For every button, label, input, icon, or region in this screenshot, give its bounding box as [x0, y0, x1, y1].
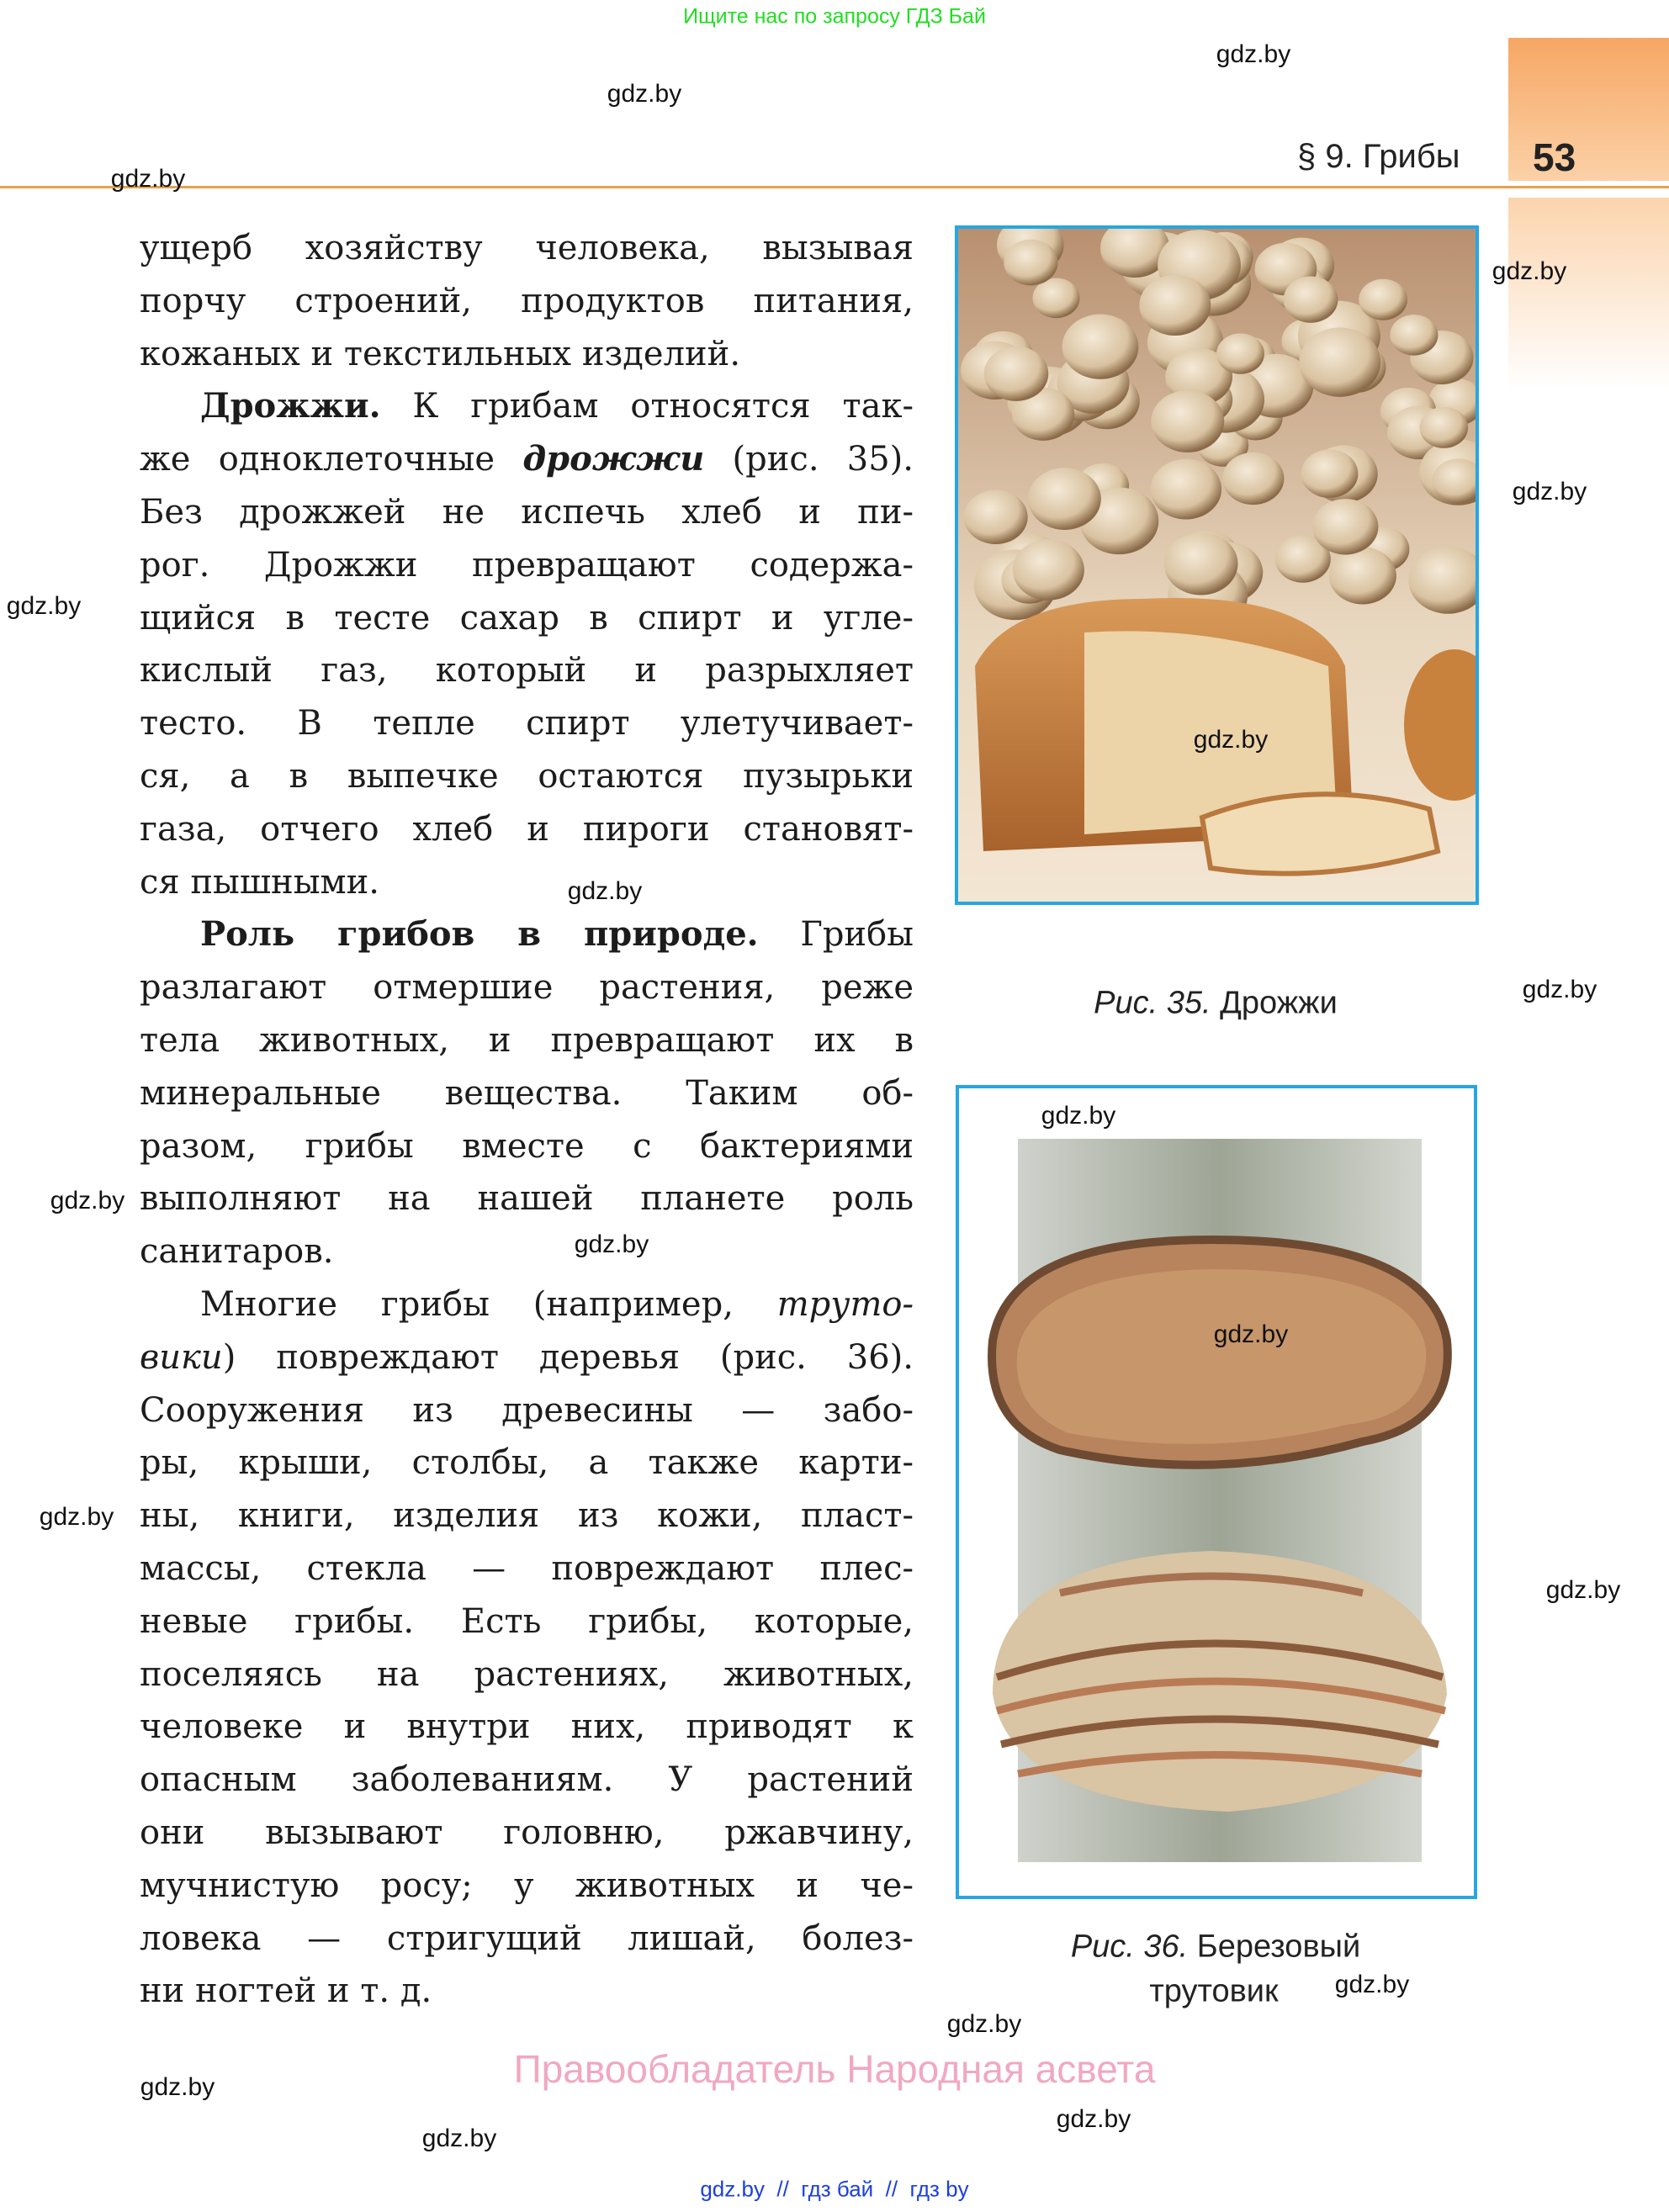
text-segment: санитаров.	[140, 1232, 334, 1272]
birch-polypore-illustration	[959, 1088, 1474, 1896]
text-segment: кислый газ, который и разрыхляет	[140, 651, 914, 691]
yeast-cell	[1139, 275, 1211, 336]
yeast-cell	[1329, 548, 1396, 605]
text-segment: К грибам относятся так-	[380, 387, 914, 426]
watermark: gdz.by	[1041, 1102, 1116, 1130]
text-line	[140, 856, 914, 909]
figure-label: Рис. 35.	[1094, 985, 1211, 1021]
emphasized-text: дрожжи	[522, 439, 705, 479]
text-line	[140, 697, 914, 750]
yeast-cell	[1004, 240, 1057, 286]
watermark: gdz.by	[1334, 1971, 1410, 1998]
yeast-cell	[964, 490, 1028, 544]
text-segment: тела животных, и превращают их в	[140, 1020, 914, 1060]
yeast-cell	[1164, 532, 1238, 595]
emphasized-text: труто-	[776, 1284, 914, 1324]
yeast-cell	[1301, 449, 1359, 498]
text-line	[140, 1014, 914, 1067]
text-segment: ущерб хозяйству человека, вызывая	[140, 229, 914, 267]
yeast-cell	[1359, 279, 1407, 320]
text-line	[140, 486, 914, 539]
page-tab-fade	[1508, 198, 1669, 391]
watermark: gdz.by	[140, 2073, 215, 2101]
yeast-cell	[1222, 452, 1284, 505]
yeast-cell	[1151, 459, 1221, 520]
text-segment: газа, отчего хлеб и пироги становят-	[140, 809, 914, 849]
watermark: gdz.by	[421, 2125, 497, 2152]
text-line	[140, 1913, 914, 1966]
watermark: gdz.by	[1056, 2105, 1131, 2133]
text-segment: поселяясь на растениях, животных,	[140, 1654, 914, 1694]
text-line	[140, 908, 914, 961]
watermark: gdz.by	[1522, 976, 1597, 1003]
text-line	[140, 539, 914, 592]
text-line	[140, 750, 914, 803]
text-segment: ловека — стригущий лишай, болез-	[140, 1918, 914, 1958]
text-line	[140, 275, 914, 328]
copyright-footer: Правообладатель Народная асвета	[513, 2047, 1156, 2091]
text-segment: ны, книги, изделия из кожи, пласт-	[140, 1496, 914, 1536]
watermark: gdz.by	[1193, 726, 1269, 754]
text-segment: Многие грибы (например,	[200, 1284, 777, 1324]
body-text	[140, 222, 914, 2018]
section-title: § 9. Грибы	[1297, 138, 1460, 175]
text-line	[140, 961, 914, 1014]
figure-caption-35	[1094, 986, 1338, 1022]
header-divider	[0, 186, 1669, 188]
text-line	[140, 1384, 914, 1437]
text-segment: щийся в тесте сахар в спирт и угле-	[140, 598, 914, 638]
text-segment: массы, стекла — повреждают плес-	[140, 1548, 914, 1588]
text-segment: выполняют на нашей планете роль	[140, 1179, 914, 1219]
text-segment: порчу строений, продуктов питания,	[140, 281, 914, 320]
text-line	[140, 1701, 914, 1754]
yeast-cell	[1028, 468, 1101, 530]
emphasized-text: вики	[140, 1337, 223, 1377]
emphasized-text: Дрожжи.	[200, 386, 381, 426]
text-segment: ни ногтей и т. д.	[140, 1971, 432, 2011]
text-line	[140, 328, 914, 381]
text-segment: кожаных и текстильных изделий.	[140, 334, 741, 373]
watermark: gdz.by	[50, 1187, 125, 1214]
text-segment: Без дрожжей не испечь хлеб и пи-	[140, 492, 914, 532]
page-number: 53	[1533, 135, 1576, 179]
text-line	[140, 1543, 914, 1595]
text-line	[140, 1807, 914, 1860]
text-segment: разлагают отмершие растения, реже	[140, 968, 914, 1008]
text-segment: рог. Дрожжи превращают содержа-	[140, 545, 914, 585]
text-segment: же одноклеточные	[140, 440, 523, 479]
figure-label: Рис. 36.	[1070, 1929, 1189, 1965]
text-line	[140, 222, 914, 275]
figure-caption-36-line2: трутовик	[1149, 1973, 1279, 2009]
yeast-cell	[1312, 499, 1378, 554]
figure-title: Дрожжи	[1220, 985, 1338, 1021]
text-line	[140, 1225, 914, 1278]
emphasized-text: Роль грибов в природе.	[200, 914, 759, 955]
text-segment: опасным заболеваниям. У растений	[140, 1760, 914, 1800]
text-line	[140, 1648, 914, 1701]
text-line	[140, 803, 914, 856]
text-line	[140, 1120, 914, 1173]
text-line	[140, 1595, 914, 1648]
text-line	[140, 1490, 914, 1543]
figure-title: Березовый	[1196, 1929, 1361, 1965]
watermark: gdz.by	[1492, 257, 1567, 285]
watermark: gdz.by	[574, 1230, 649, 1258]
text-line	[140, 1067, 914, 1120]
yeast-cell	[1284, 277, 1338, 323]
watermark: gdz.by	[607, 80, 682, 108]
text-segment: (рис. 35).	[704, 440, 914, 479]
text-segment: ры, крыши, столбы, а также карти-	[140, 1443, 914, 1483]
text-segment: человеке и внутри них, приводят к	[140, 1707, 914, 1747]
watermark: gdz.by	[567, 877, 643, 905]
text-line	[140, 1172, 914, 1225]
text-line	[140, 1860, 914, 1913]
text-line	[140, 1437, 914, 1490]
yeast-cell	[984, 347, 1049, 401]
watermark: gdz.by	[946, 2010, 1022, 2038]
search-hint: Ищите нас по запросу ГДЗ Бай	[683, 4, 986, 29]
text-segment: Сооружения из древесины — забо-	[140, 1390, 914, 1430]
bottom-links[interactable]: gdz.by // гдз бай // гдз by	[700, 2176, 969, 2202]
yeast-cell	[1062, 315, 1139, 379]
text-segment: мучнистую росу; у животных и че-	[140, 1865, 914, 1905]
watermark: gdz.by	[110, 165, 186, 193]
figure-yeast-image	[955, 225, 1479, 905]
watermark: gdz.by	[1512, 478, 1587, 505]
text-segment: они вызывают головню, ржавчину,	[140, 1812, 914, 1852]
text-line	[140, 1278, 914, 1331]
text-line	[140, 592, 914, 645]
yeast-cell	[1151, 390, 1224, 452]
text-segment: ся пышными.	[140, 862, 380, 902]
figure-polypore-image	[956, 1085, 1477, 1899]
text-line	[140, 1331, 914, 1384]
text-segment: тесто. В тепле спирт улетучивает-	[140, 704, 914, 744]
figure-caption-36	[1071, 1929, 1360, 1966]
yeast-cell	[1420, 407, 1469, 448]
text-segment: невые грибы. Есть грибы, которые,	[140, 1601, 914, 1641]
text-segment: ) повреждают деревья (рис. 36).	[222, 1337, 914, 1377]
yeast-cell	[1216, 333, 1264, 373]
yeast-cell	[1299, 327, 1380, 396]
text-line	[140, 433, 914, 486]
yeast-bread-illustration	[958, 229, 1476, 902]
watermark: gdz.by	[1213, 1320, 1289, 1348]
text-segment: ся, а в выпечке остаются пузырьки	[140, 756, 914, 796]
text-segment: минеральные вещества. Таким об-	[140, 1073, 914, 1113]
text-line	[140, 644, 914, 697]
watermark: gdz.by	[39, 1503, 114, 1531]
yeast-cell	[1390, 315, 1438, 356]
text-segment: Грибы	[758, 915, 914, 955]
text-segment: разом, грибы вместе с бактериями	[140, 1126, 914, 1166]
text-line	[140, 1965, 914, 2018]
text-line	[140, 380, 914, 433]
watermark: gdz.by	[1216, 40, 1291, 68]
watermark: gdz.by	[6, 592, 82, 620]
yeast-cell	[1013, 539, 1084, 600]
watermark: gdz.by	[1545, 1576, 1621, 1604]
text-line	[140, 1754, 914, 1807]
